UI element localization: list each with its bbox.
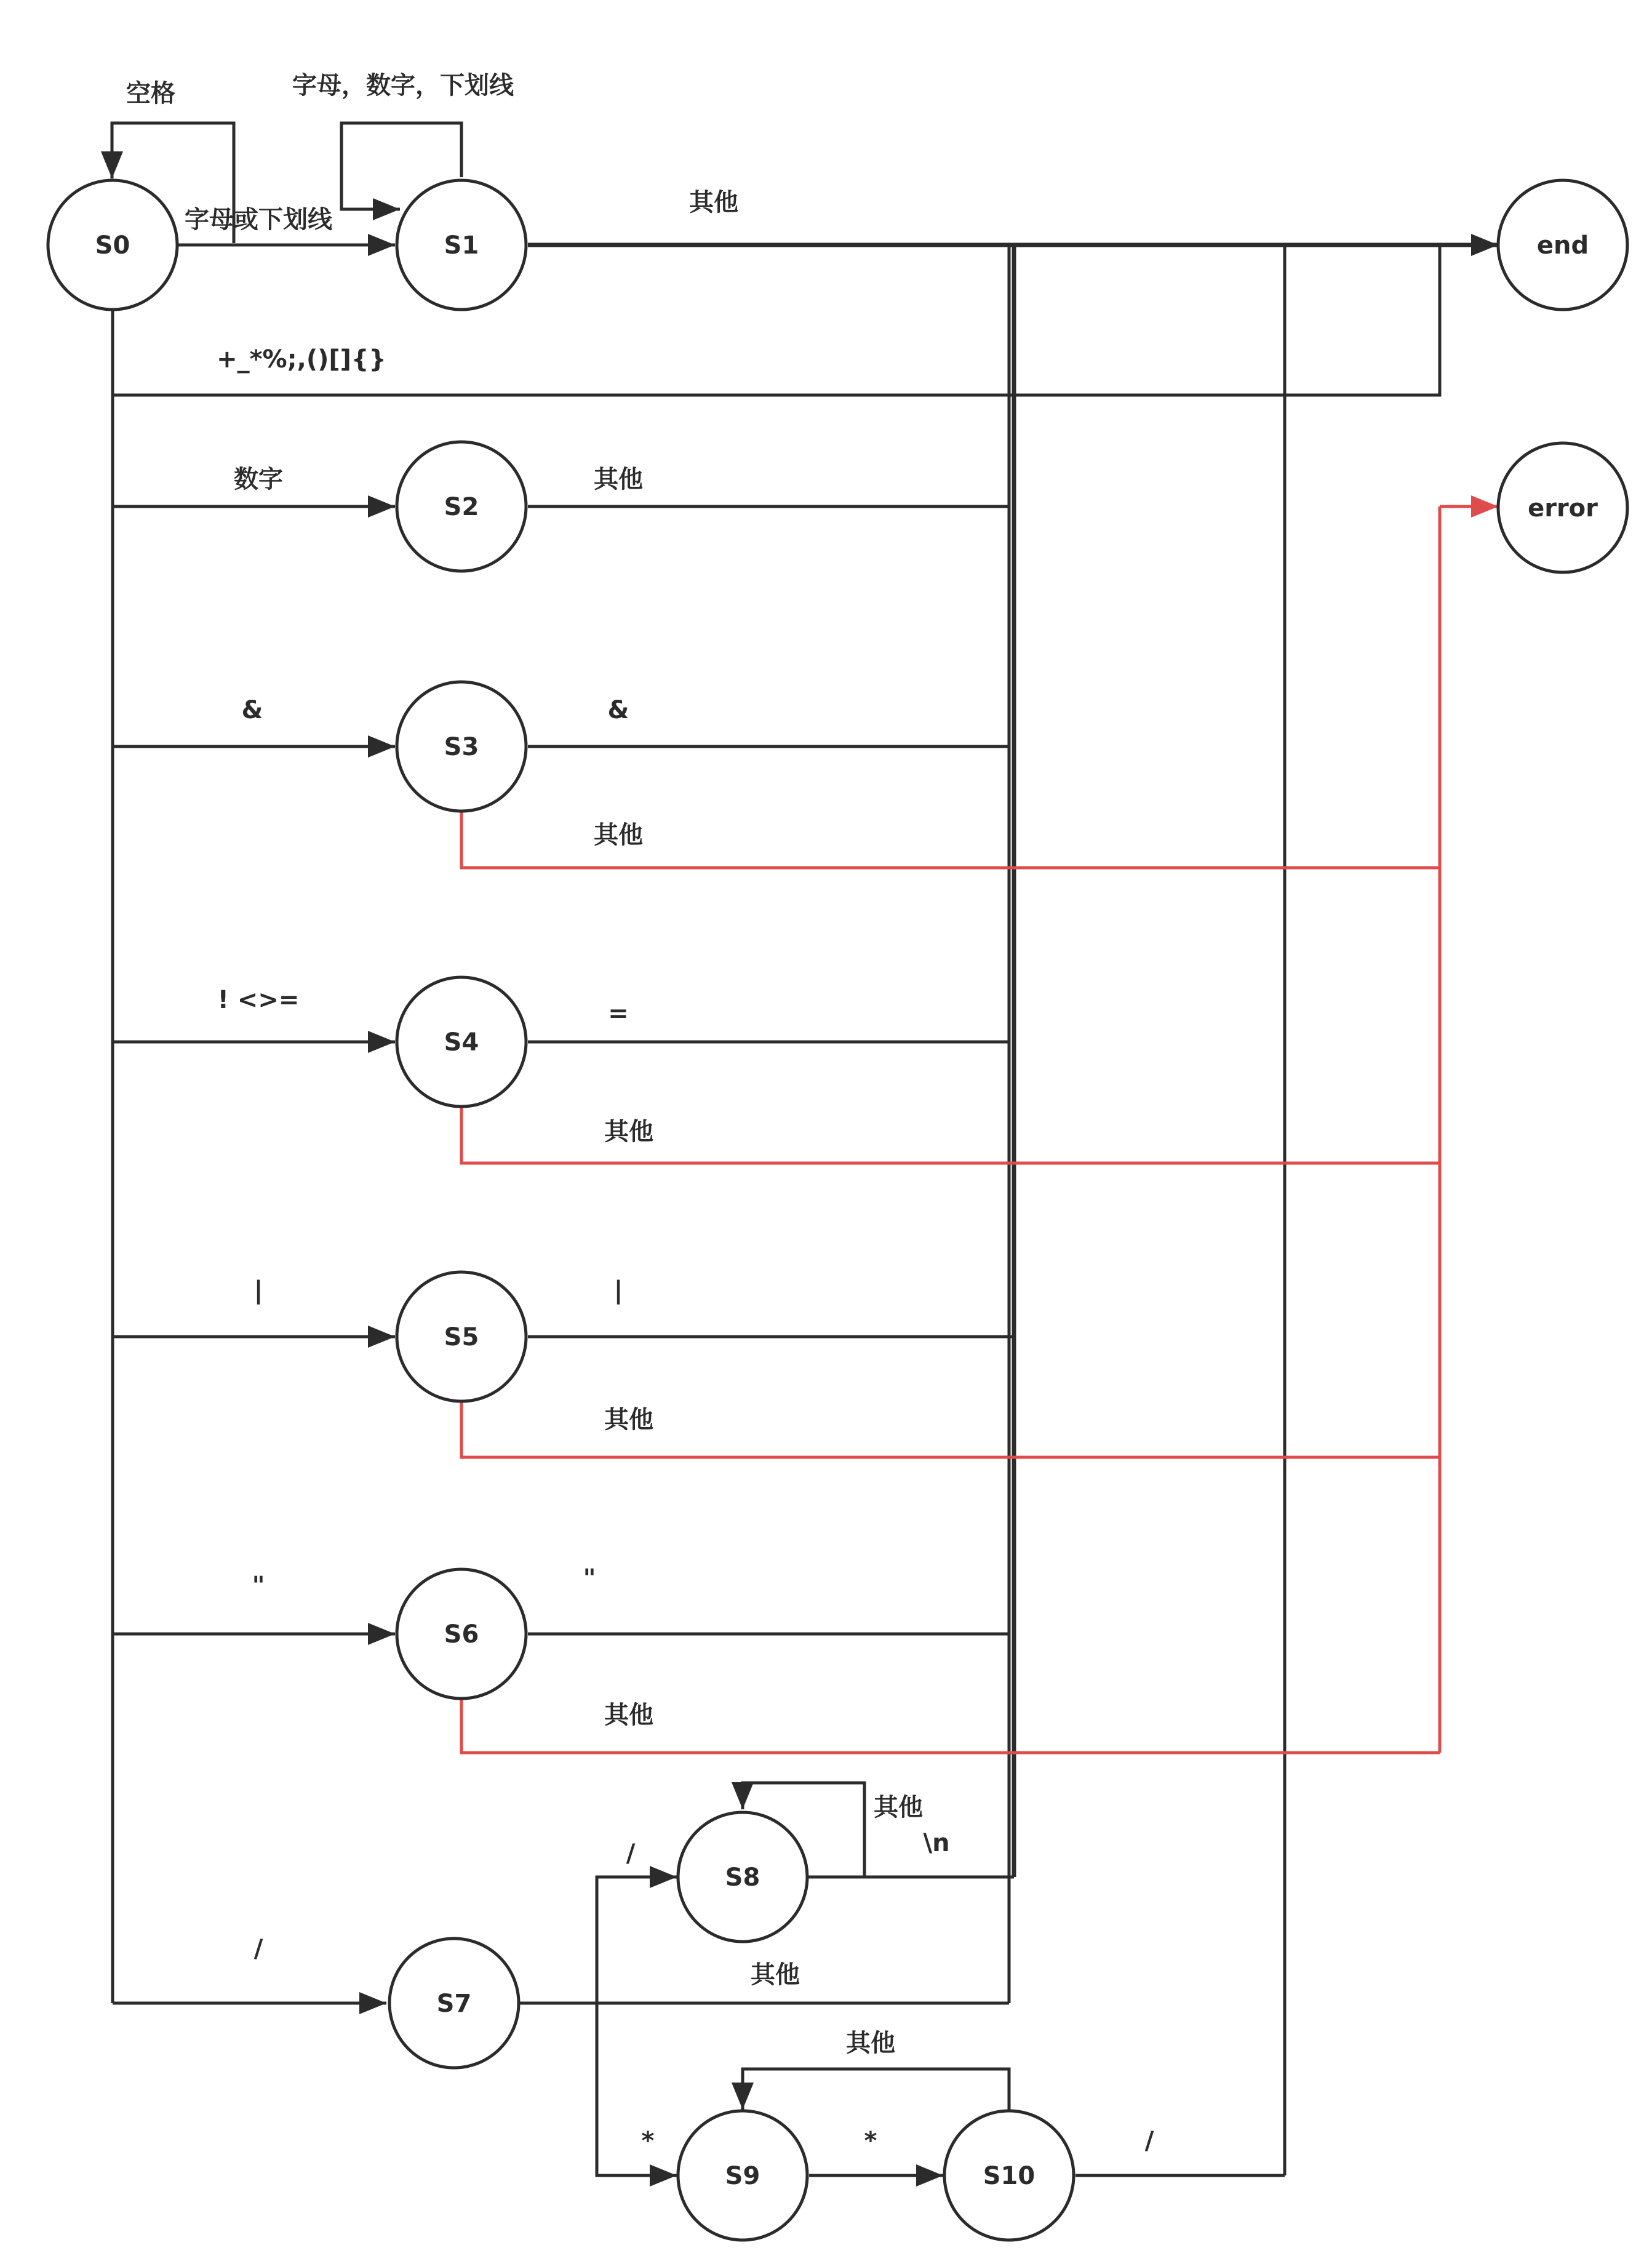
state-s8-label: S8 <box>725 1863 760 1892</box>
edge-s7-s9 <box>597 2003 677 2175</box>
state-s6-label: S6 <box>444 1620 479 1649</box>
label-pipe-in: | <box>253 1276 263 1305</box>
label-pipe-out: | <box>613 1276 623 1305</box>
state-s1-label: S1 <box>444 231 479 260</box>
label-s3-other: 其他 <box>594 821 643 849</box>
label-s4-other: 其他 <box>604 1118 653 1146</box>
state-s10 <box>944 2111 1074 2240</box>
state-error <box>1498 443 1627 572</box>
state-s3-label: S3 <box>444 733 479 761</box>
label-star-to-s9: * <box>641 2127 655 2155</box>
state-s0-label: S0 <box>95 231 130 260</box>
label-eq-out: = <box>608 999 629 1028</box>
label-s1-other: 其他 <box>689 188 738 217</box>
label-alnum-underscore: 字母，数字，下划线 <box>292 71 514 100</box>
label-s5-other: 其他 <box>604 1406 653 1434</box>
label-s7-other: 其他 <box>751 1961 800 1989</box>
state-s2 <box>397 442 526 571</box>
edge-s10-s9-loop <box>743 2069 1009 2111</box>
label-quote-out: " <box>583 1564 596 1593</box>
state-s4 <box>397 977 526 1106</box>
state-s7 <box>389 1939 519 2068</box>
state-s8 <box>678 1812 807 1942</box>
label-newline: \n <box>923 1829 950 1857</box>
label-amp-out: & <box>607 696 629 724</box>
label-s2-other: 其他 <box>594 465 643 494</box>
state-error-label: error <box>1528 494 1598 522</box>
state-s7-label: S7 <box>436 1990 472 2018</box>
state-s9 <box>678 2111 807 2240</box>
label-compare-in: ! <>= <box>217 986 300 1014</box>
label-amp-in: & <box>241 696 263 724</box>
state-s3 <box>397 682 526 811</box>
label-letter-or-underscore: 字母或下划线 <box>185 206 332 234</box>
state-end <box>1498 180 1627 310</box>
state-s1 <box>397 180 526 310</box>
state-s2-label: S2 <box>444 493 479 521</box>
label-space: 空格 <box>126 79 175 108</box>
label-slash-to-s8: / <box>626 1839 636 1868</box>
label-slash-end: / <box>1144 2127 1154 2155</box>
state-end-label: end <box>1536 231 1589 260</box>
label-star-to-s10: * <box>864 2127 877 2155</box>
label-s8-other: 其他 <box>874 1793 923 1822</box>
label-operators: +_*%;,()[]{} <box>217 345 386 374</box>
state-s4-label: S4 <box>444 1028 479 1057</box>
edge-s7-s8 <box>597 1877 677 2003</box>
state-s9-label: S9 <box>725 2162 760 2190</box>
state-s10-label: S10 <box>983 2162 1035 2190</box>
label-digit: 数字 <box>234 465 283 494</box>
label-s6-other: 其他 <box>604 1701 653 1729</box>
state-s5 <box>397 1272 526 1401</box>
label-slash-to-s7: / <box>253 1935 263 1963</box>
label-s10-other: 其他 <box>846 2029 895 2057</box>
state-s0 <box>48 180 177 310</box>
label-quote-in: " <box>252 1572 265 1600</box>
state-s6 <box>397 1569 526 1699</box>
state-s5-label: S5 <box>444 1323 479 1351</box>
